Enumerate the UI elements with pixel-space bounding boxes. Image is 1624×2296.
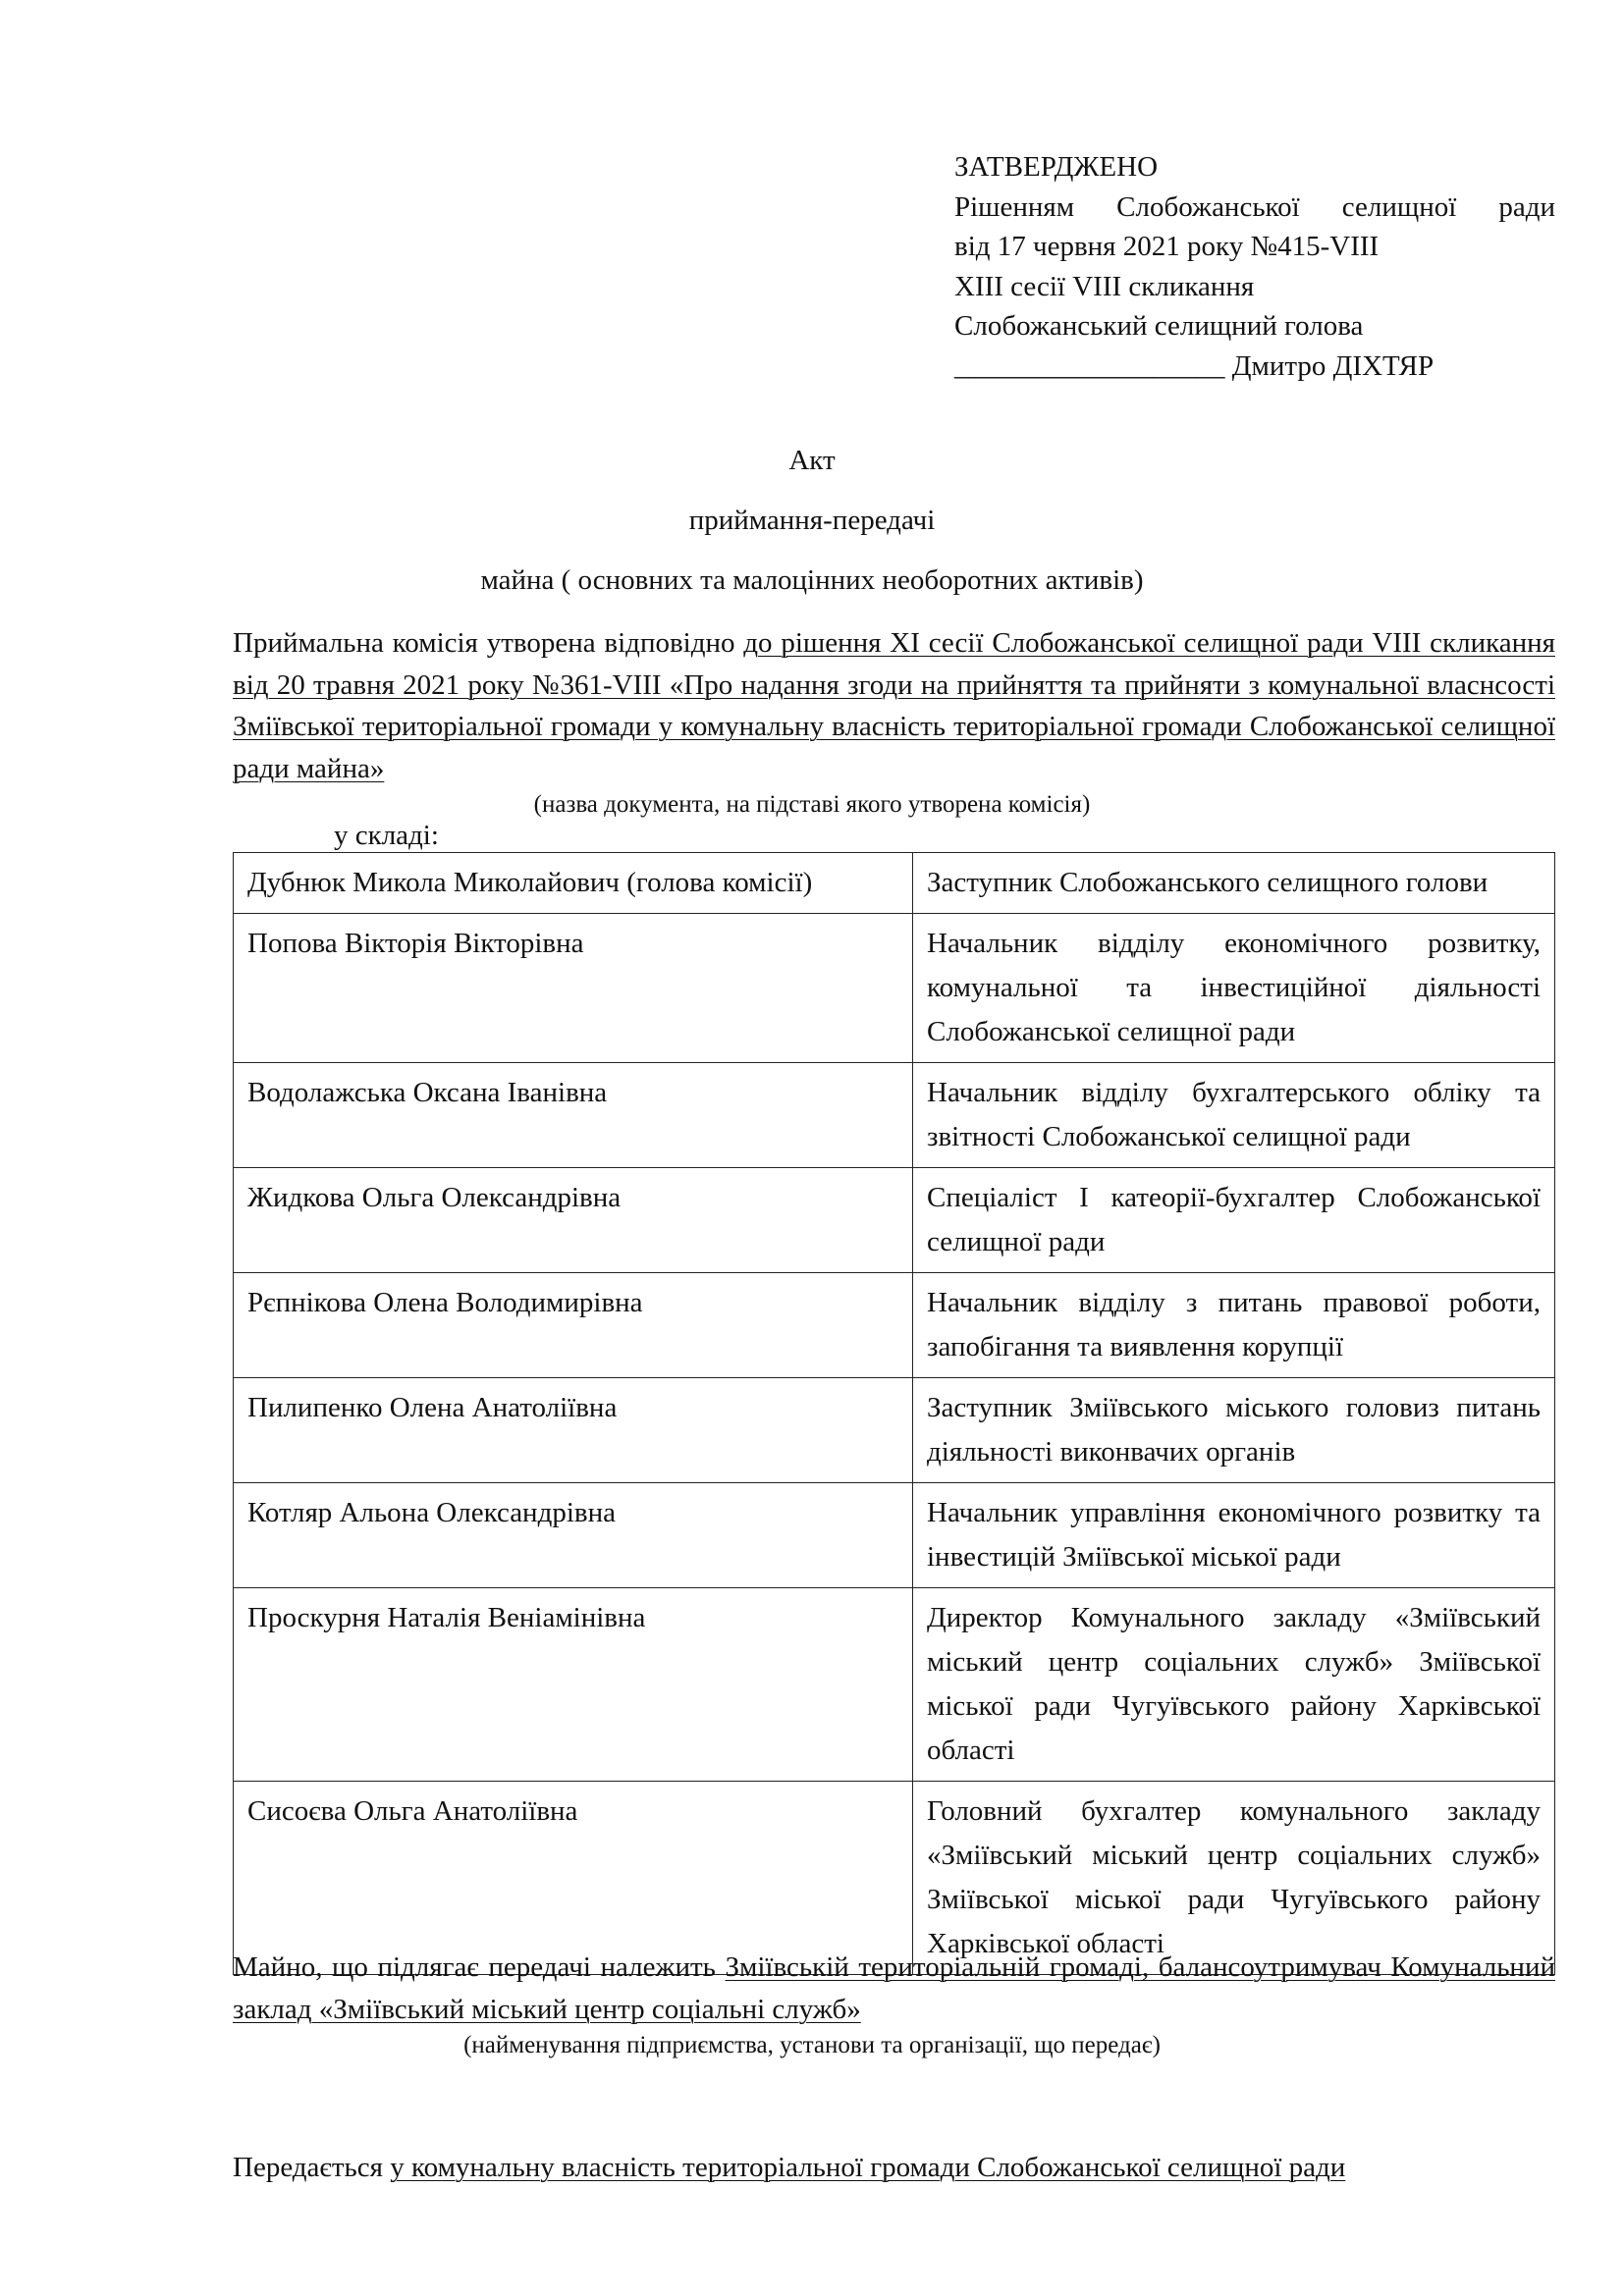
member-position: Головний бухгалтер комунального закладу «Зміївський міський центр соціальних служб» Зміївської міської ради Чугуївського району Харківської області xyxy=(913,1782,1555,1975)
transfer-paragraph xyxy=(233,2152,1555,2184)
property-paragraph xyxy=(233,1947,1555,2030)
member-name: Пилипенко Олена Анатоліївна xyxy=(234,1378,913,1483)
approval-block xyxy=(954,147,1555,386)
table-row xyxy=(234,1273,1555,1378)
table-row xyxy=(234,1378,1555,1483)
member-position: Спеціаліст І катеорії-бухгалтер Слобожанської селищної ради xyxy=(913,1168,1555,1273)
commission-basis-note: (назва документа, на підставі якого утворена комісія) xyxy=(533,791,1091,818)
signer-name: Дмитро ДІХТЯР xyxy=(1231,349,1435,382)
member-name: Котляр Альона Олександрівна xyxy=(234,1483,913,1588)
member-position: Заступник Зміївського міського головиз питань діяльності виконвачих органів xyxy=(913,1378,1555,1483)
approval-head-title: Слобожанський селищний голова xyxy=(954,310,1364,342)
member-position: Начальник управління економічного розвитку та інвестицій Зміївської міської ради xyxy=(913,1483,1555,1588)
document-subject: майна ( основних та малоцінних необоротних активів) xyxy=(480,564,1144,596)
table-row xyxy=(234,914,1555,1063)
approval-decision-line: Рішенням Слобожанської селищної ради xyxy=(954,190,1555,223)
member-position: Директор Комунального закладу «Зміївський міський центр соціальних служб» Зміївської міської ради Чугуївського району Харківської області xyxy=(913,1588,1555,1782)
transfer-recipient: у комунальну власність територіальної громади Слобожанської селищної ради xyxy=(390,2152,1346,2183)
member-name: Рєпнікова Олена Володимирівна xyxy=(234,1273,913,1378)
member-position: Заступник Слобожанського селищного голови xyxy=(913,853,1555,914)
document-subtitle: приймання-передачі xyxy=(688,505,936,536)
approval-signature-line xyxy=(954,347,1555,387)
member-position: Начальник відділу з питань правової роботи, запобігання та виявлення корупції xyxy=(913,1273,1555,1378)
approval-heading: ЗАТВЕРДЖЕНО xyxy=(954,151,1159,183)
table-row xyxy=(234,1782,1555,1975)
transfer-intro: Передається xyxy=(233,2152,383,2183)
table-row xyxy=(234,1483,1555,1588)
member-name: Водолажська Оксана Іванівна xyxy=(234,1063,913,1168)
document-title: Акт xyxy=(788,445,836,476)
approval-date-line: від 17 червня 2021 року №415-VIII xyxy=(954,231,1380,262)
commission-basis: до рішення XI сесії Слобожанської селищної ради VIII скликання від 20 травня 2021 року №361-VIII «Про надання згоди на прийняття та прийняти з комунальної власнсості Зміївської територіальної громади у комунальну власність територіальної громади Слобожанської селищної ради майна» xyxy=(233,627,1555,784)
commission-members-table xyxy=(233,852,1555,1975)
member-name: Жидкова Ольга Олександрівна xyxy=(234,1168,913,1273)
table-row xyxy=(234,1063,1555,1168)
member-position: Начальник відділу економічного розвитку, комунальної та інвестиційної діяльності Слобожанської селищної ради xyxy=(913,914,1555,1063)
commission-paragraph xyxy=(233,622,1555,789)
approval-session-line: XIII сесії VIII скликання xyxy=(954,270,1255,302)
member-position: Начальник відділу бухгалтерського обліку та звітності Слобожанської селищної ради xyxy=(913,1063,1555,1168)
commission-intro: Приймальна комісія утворена відповідно xyxy=(233,627,735,659)
member-name: Дубнюк Микола Миколайович (голова комісії) xyxy=(234,853,913,914)
table-row xyxy=(234,1168,1555,1273)
composition-label: у складі: xyxy=(334,820,439,851)
table-row xyxy=(234,853,1555,914)
signature-blank: ___________________ xyxy=(954,349,1225,382)
member-name: Сисоєва Ольга Анатоліївна xyxy=(234,1782,913,1975)
member-name: Попова Вікторія Вікторівна xyxy=(234,914,913,1063)
table-row xyxy=(234,1588,1555,1782)
member-name: Проскурня Наталія Веніамінівна xyxy=(234,1588,913,1782)
property-intro: Майно, що підлягає передачі належить xyxy=(233,1951,716,1983)
property-owner-note: (найменування підприємства, установи та організації, що передає) xyxy=(463,2032,1161,2058)
property-owner: Зміївській територіальній громаді, балансоутримувач Комунальний заклад «Зміївський міський центр соціальні служб» xyxy=(233,1951,1555,2025)
